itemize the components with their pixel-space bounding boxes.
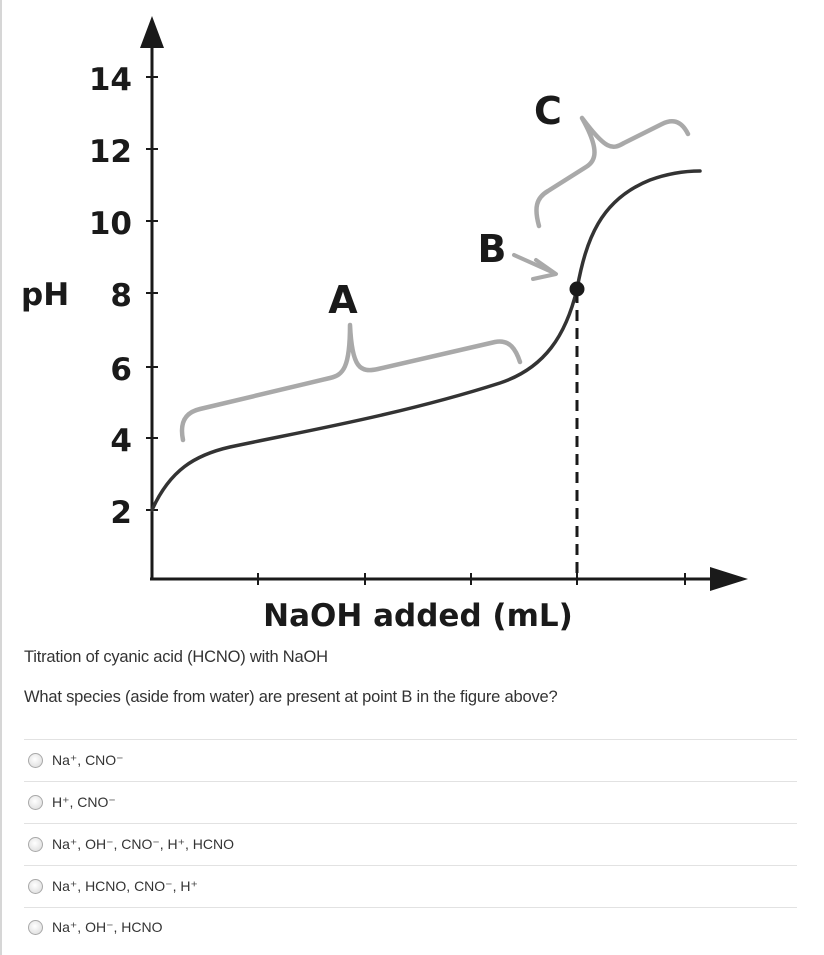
answer-options [24, 739, 797, 946]
answer-option-label: Na⁺, OH⁻, CNO⁻, H⁺, HCNO [52, 836, 235, 852]
answer-option-label: Na⁺, CNO⁻ [52, 752, 124, 768]
x-axis-arrow [710, 567, 748, 591]
question-title: Titration of cyanic acid (HCNO) with NaOH [24, 648, 328, 666]
label-a: A [328, 278, 358, 322]
y-tick-label: 10 [88, 206, 132, 242]
label-b: B [477, 227, 507, 271]
answer-option-label: H⁺, CNO⁻ [52, 794, 116, 810]
x-axis-label: NaOH added (mL) [263, 598, 573, 634]
answer-option[interactable] [24, 739, 797, 781]
answer-option[interactable] [24, 907, 797, 946]
answer-option[interactable] [24, 823, 797, 865]
y-tick-label: 14 [88, 62, 132, 98]
radio-button[interactable] [28, 920, 43, 935]
answer-option-label: Na⁺, OH⁻, HCNO [52, 918, 163, 935]
answer-option-label: Na⁺, HCNO, CNO⁻, H⁺ [52, 878, 198, 894]
radio-button[interactable] [28, 879, 43, 894]
y-tick-label: 12 [88, 134, 132, 170]
brace-c [536, 118, 688, 226]
answer-option[interactable] [24, 865, 797, 907]
y-tick-label: 8 [110, 278, 132, 314]
radio-button[interactable] [28, 753, 43, 768]
point-b-marker [570, 282, 585, 297]
radio-button[interactable] [28, 837, 43, 852]
y-tick-label: 6 [110, 352, 132, 388]
y-axis-label: pH [21, 277, 70, 313]
label-c: C [534, 89, 562, 133]
question-text: What species (aside from water) are present at point B in the figure above? [24, 688, 558, 706]
y-axis-arrow [140, 16, 164, 48]
answer-option[interactable] [24, 781, 797, 823]
y-tick-label: 4 [110, 423, 132, 459]
y-tick-label: 2 [110, 495, 132, 531]
radio-button[interactable] [28, 795, 43, 810]
titration-curve [152, 171, 700, 510]
